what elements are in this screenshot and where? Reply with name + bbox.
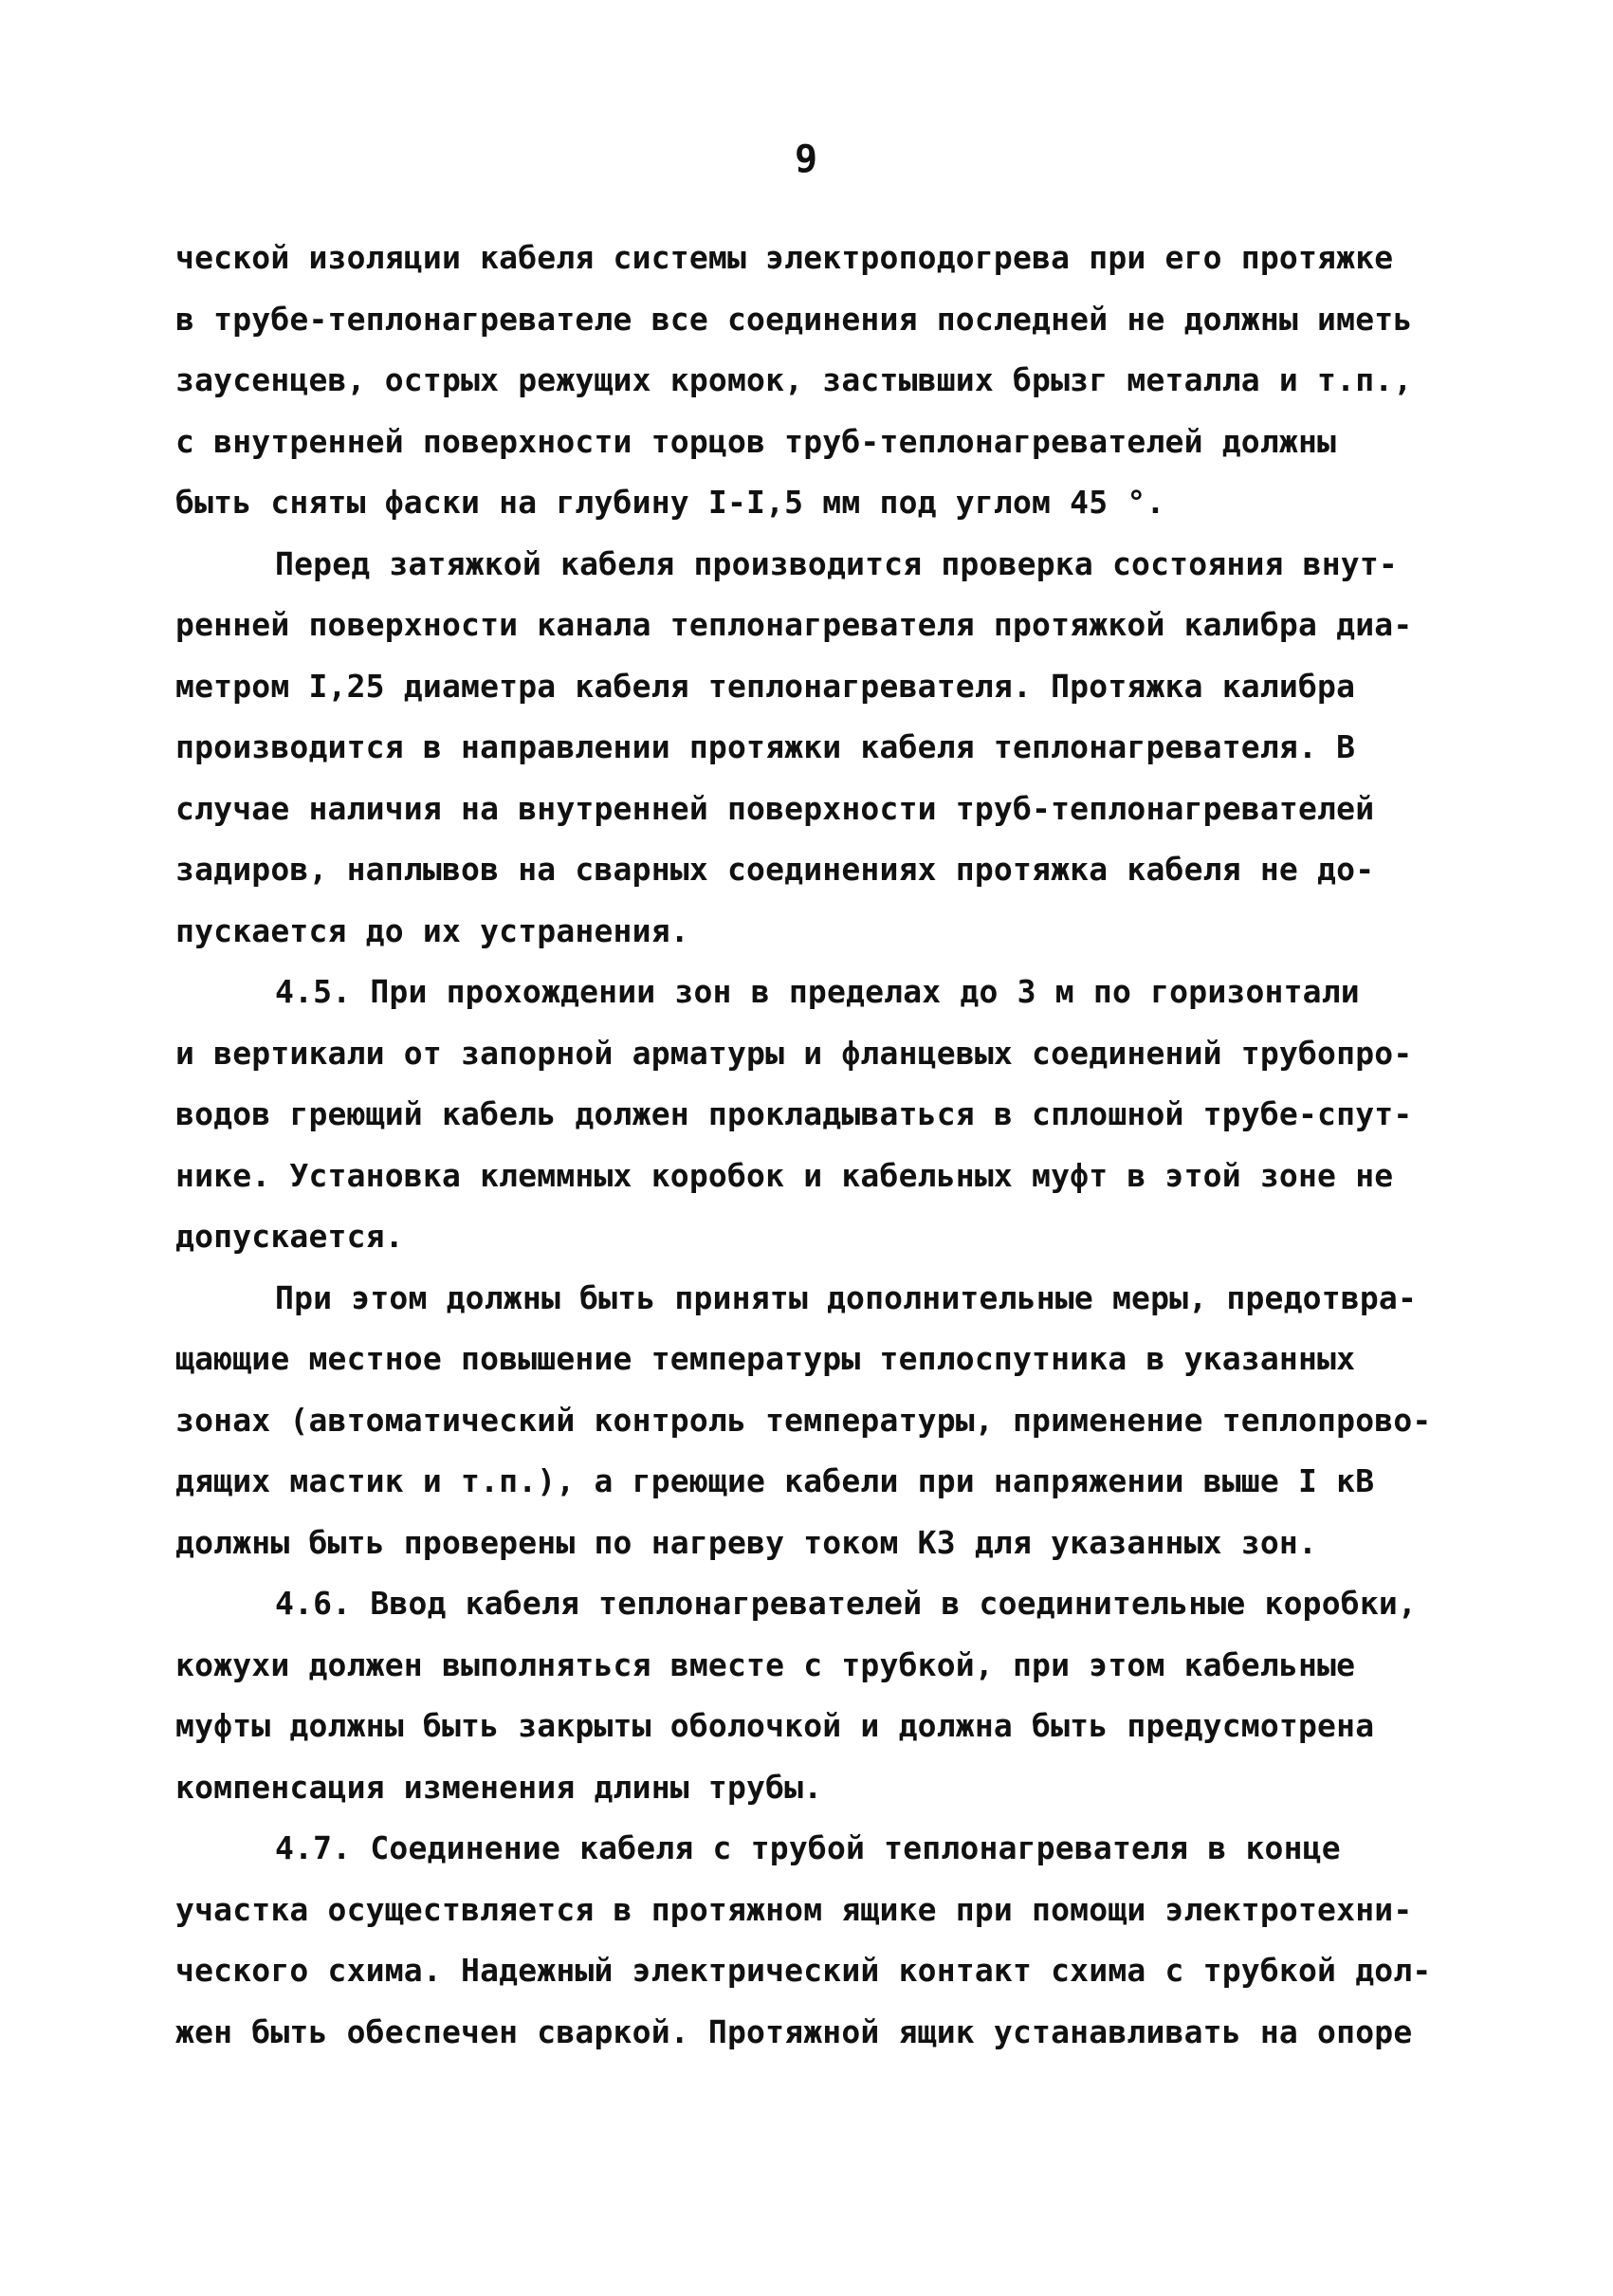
text-line: с внутренней поверхности торцов труб-теплонагревателей должны xyxy=(175,422,1337,460)
text-line: заусенцев, острых режущих кромок, застывших брызг металла и т.п., xyxy=(175,361,1413,398)
text-line: зонах (автоматический контроль температуры, применение теплопрово- xyxy=(175,1401,1432,1439)
text-line: ческой изоляции кабеля системы электроподогрева при его протяжке xyxy=(175,239,1394,276)
text-line: должны быть проверены по нагреву током КЗ для указанных зон. xyxy=(175,1523,1318,1561)
text-line: метром I,25 диаметра кабеля теплонагревателя. Протяжка калибра xyxy=(175,667,1356,705)
text-line: допускается. xyxy=(175,1218,404,1255)
text-line: водов греющий кабель должен прокладываться в сплошной трубе-спут- xyxy=(175,1095,1413,1132)
text-line: и вертикали от запорной арматуры и фланцевых соединений трубопро- xyxy=(175,1034,1413,1072)
text-line: быть сняты фаски на глубину I-I,5 мм под углом 45 °. xyxy=(175,484,1165,521)
text-line: в трубе-теплонагревателе все соединения последней не должны иметь xyxy=(175,300,1413,338)
paragraph-first-line: При этом должны быть приняты дополнительные меры, предотвра- xyxy=(275,1278,1418,1316)
section-4-5-first-line: 4.5. При прохождении зон в пределах до 3 м по горизонтали xyxy=(275,973,1360,1010)
text-line: ренней поверхности канала теплонагревателя протяжкой калибра диа- xyxy=(175,606,1413,643)
text-line: муфты должны быть закрыты оболочкой и должна быть предусмотрена xyxy=(175,1707,1375,1744)
text-line: участка осуществляется в протяжном ящике при помощи электротехни- xyxy=(175,1890,1413,1928)
text-line: случае наличия на внутренней поверхности труб-теплонагревателей xyxy=(175,789,1375,827)
text-line: дящих мастик и т.п.), а греющие кабели при напряжении выше I кВ xyxy=(175,1462,1375,1499)
page-number: 9 xyxy=(794,138,818,181)
text-line: задиров, наплывов на сварных соединениях протяжка кабеля не до- xyxy=(175,851,1375,888)
text-line: ческого схима. Надежный электрический контакт схима с трубкой дол- xyxy=(175,1952,1432,1989)
body-text xyxy=(175,228,1446,2063)
text-line: щающие местное повышение температуры теплоспутника в указанных xyxy=(175,1340,1356,1377)
section-4-6-first-line: 4.6. Ввод кабеля теплонагревателей в соединительные коробки, xyxy=(275,1585,1418,1622)
text-line: пускается до их устранения. xyxy=(175,911,689,949)
section-4-7-first-line: 4.7. Соединение кабеля с трубой теплонагревателя в конце xyxy=(275,1829,1341,1866)
text-line: кожухи должен выполняться вместе с трубкой, при этом кабельные xyxy=(175,1645,1356,1683)
text-line: жен быть обеспечен сваркой. Протяжной ящик устанавливать на опоре xyxy=(175,2012,1413,2050)
text-line: производится в направлении протяжки кабеля теплонагревателя. В xyxy=(175,728,1356,765)
text-line: нике. Установка клеммных коробок и кабельных муфт в этой зоне не xyxy=(175,1156,1394,1194)
text-line: компенсация изменения длины трубы. xyxy=(175,1768,823,1806)
paragraph-first-line: Перед затяжкой кабеля производится проверка состояния внут- xyxy=(275,544,1398,582)
